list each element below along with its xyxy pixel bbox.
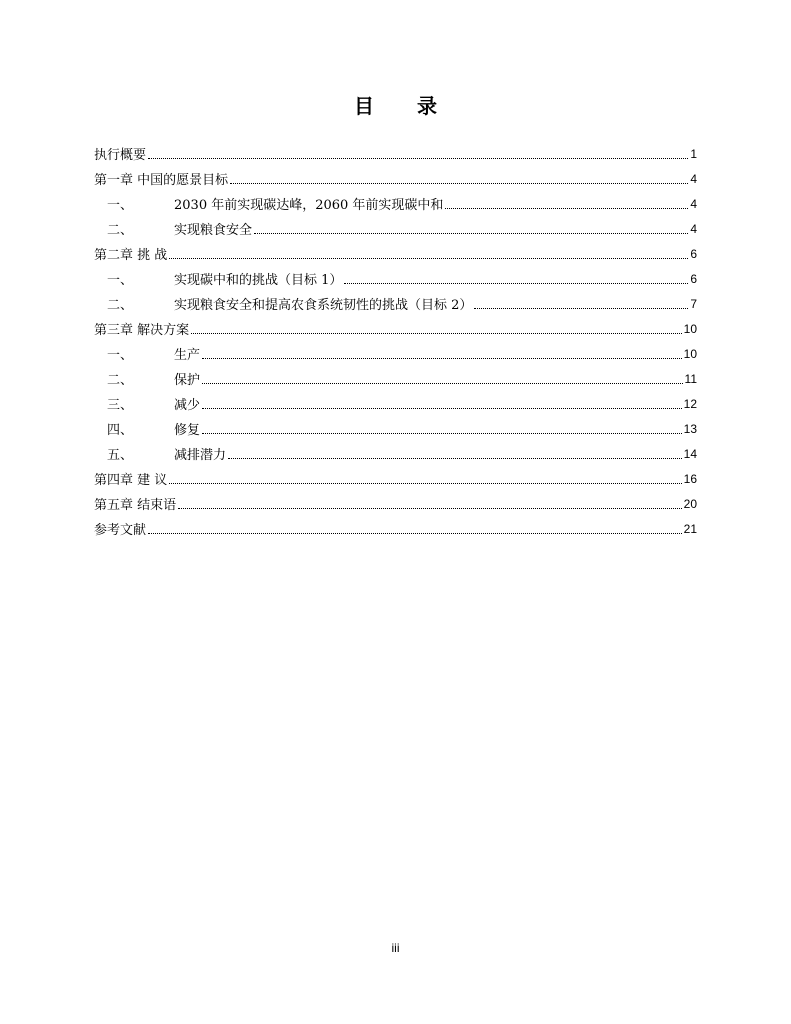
dot-leader bbox=[148, 532, 682, 534]
toc-entry-page: 10 bbox=[683, 321, 697, 336]
toc-entry-label: 实现碳中和的挑战（目标 1） bbox=[174, 273, 343, 288]
toc-entry-label: 第四章 建 议 bbox=[94, 473, 168, 488]
toc-entry-label: 减排潜力 bbox=[174, 448, 227, 463]
toc-title: 目 录 bbox=[354, 94, 455, 118]
toc-entry-page: 14 bbox=[683, 446, 697, 461]
dot-leader bbox=[230, 182, 688, 184]
dot-leader bbox=[474, 307, 688, 309]
toc-entry-label: 第一章 中国的愿景目标 bbox=[94, 173, 229, 188]
toc-entry-label: 减少 bbox=[174, 398, 201, 413]
toc-entry-page: 4 bbox=[690, 171, 697, 186]
toc-section-number: 一、 bbox=[107, 273, 134, 288]
toc-entry-page: 4 bbox=[690, 221, 697, 236]
toc-entry-page: 6 bbox=[690, 271, 697, 286]
toc-entry-chapter-3-section-4[interactable] bbox=[94, 416, 697, 441]
toc-entry-chapter-2[interactable] bbox=[94, 241, 697, 266]
dot-leader bbox=[169, 482, 681, 484]
toc-entry-page: 6 bbox=[690, 246, 697, 261]
toc-entry-label: 2030 年前实现碳达峰，2060 年前实现碳中和 bbox=[174, 198, 444, 213]
toc-entry-chapter-3[interactable] bbox=[94, 316, 697, 341]
toc-entry-label: 保护 bbox=[174, 373, 201, 388]
toc-entry-label: 第三章 解决方案 bbox=[94, 323, 190, 338]
toc-entry-chapter-1[interactable] bbox=[94, 166, 697, 191]
toc-section-number: 二、 bbox=[107, 373, 134, 388]
toc-entry-label: 第二章 挑 战 bbox=[94, 248, 168, 263]
toc-entry-chapter-2-section-1[interactable] bbox=[94, 266, 697, 291]
toc-entry-page: 11 bbox=[684, 371, 697, 386]
page-number-footer: iii bbox=[391, 941, 400, 955]
dot-leader bbox=[202, 382, 683, 384]
dot-leader bbox=[191, 332, 682, 334]
toc-entry-chapter-4[interactable] bbox=[94, 466, 697, 491]
dot-leader bbox=[445, 207, 688, 209]
toc-entry-chapter-5[interactable] bbox=[94, 491, 697, 516]
dot-leader bbox=[169, 257, 688, 259]
toc-section-number: 二、 bbox=[107, 298, 134, 313]
toc-section-number: 一、 bbox=[107, 348, 134, 363]
dot-leader bbox=[344, 282, 688, 284]
toc-entry-page: 7 bbox=[690, 296, 697, 311]
toc-entry-page: 10 bbox=[683, 346, 697, 361]
dot-leader bbox=[148, 157, 688, 159]
toc-entry-chapter-2-section-2[interactable] bbox=[94, 291, 697, 316]
toc-entry-page: 21 bbox=[683, 521, 697, 536]
dot-leader bbox=[228, 457, 682, 459]
toc-entry-page: 16 bbox=[683, 471, 697, 486]
dot-leader bbox=[254, 232, 688, 234]
toc-entry-label: 实现粮食安全和提高农食系统韧性的挑战（目标 2） bbox=[174, 298, 473, 313]
dot-leader bbox=[202, 407, 682, 409]
toc-entry-chapter-3-section-3[interactable] bbox=[94, 391, 697, 416]
toc-entry-label: 执行概要 bbox=[94, 148, 147, 163]
toc-entry-page: 20 bbox=[683, 496, 697, 511]
toc-section-number: 五、 bbox=[107, 448, 134, 463]
dot-leader bbox=[202, 432, 682, 434]
dot-leader bbox=[202, 357, 682, 359]
toc-entry-page: 13 bbox=[683, 421, 697, 436]
toc-entry-chapter-1-section-2[interactable] bbox=[94, 216, 697, 241]
toc-entry-executive-summary[interactable] bbox=[94, 141, 697, 166]
toc-entry-label: 生产 bbox=[174, 348, 201, 363]
toc-entry-page: 4 bbox=[690, 196, 697, 211]
toc-entry-label: 参考文献 bbox=[94, 523, 147, 538]
toc-entry-page: 12 bbox=[683, 396, 697, 411]
dot-leader bbox=[178, 507, 682, 509]
toc-entry-chapter-3-section-5[interactable] bbox=[94, 441, 697, 466]
toc-entry-chapter-1-section-1[interactable] bbox=[94, 191, 697, 216]
toc-section-number: 一、 bbox=[107, 198, 134, 213]
toc-entry-label: 第五章 结束语 bbox=[94, 498, 177, 513]
toc-section-number: 四、 bbox=[107, 423, 134, 438]
toc-section-number: 三、 bbox=[107, 398, 134, 413]
toc-entry-label: 修复 bbox=[174, 423, 201, 438]
table-of-contents bbox=[94, 141, 697, 541]
toc-entry-chapter-3-section-2[interactable] bbox=[94, 366, 697, 391]
toc-entry-references[interactable] bbox=[94, 516, 697, 541]
toc-entry-label: 实现粮食安全 bbox=[174, 223, 253, 238]
toc-entry-chapter-3-section-1[interactable] bbox=[94, 341, 697, 366]
toc-section-number: 二、 bbox=[107, 223, 134, 238]
toc-entry-page: 1 bbox=[690, 146, 697, 161]
